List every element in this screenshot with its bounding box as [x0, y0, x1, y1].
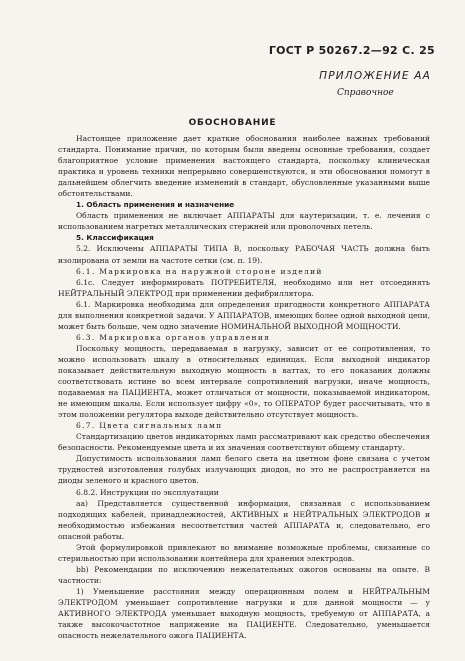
section-title: ОБОСНОВАНИЕ: [188, 118, 277, 128]
standard-header: ГОСТ Р 50267.2—92 С. 25: [268, 44, 435, 57]
paragraph: Поскольку мощность, передаваемая в нагрузку, зависит от ее сопротивления, то можно использовать шкалу в относительных единицах. Если выходной индикатор показывает действительную выходную мощность в ваттах, то его показания должны соответствовать истине во всем интервале сопротивлений нагрузки, иначе мощность, подаваемая на ПАЦИЕНТА, может отличаться от мощности, показываемой индикатором, не имеющим шкалы. Если использует цифру «0», то ОПЕРАТОР будет рассчитывать, что в этом положении регулятора выходе действительно отсутствует мощность.: [58, 343, 430, 420]
paragraph: Настоящее приложение дает краткие обоснования наиболее важных требований стандарта. Понимание причин, по которым были введены основные требования, создает благоприятное условие применения настоящего стандарта, поскольку клиническая практика и уровень техники непрерывно совершенствуются, и эти обоснования помогут в дальнейшем облегчить введение изменений в стандарт, обусловленные указанными выше обстоятельствами.: [58, 134, 430, 199]
subsection-heading: 6.8.2. Инструкции по эксплуатации: [76, 487, 219, 497]
annex-reference: Справочное: [337, 88, 394, 98]
paragraph: 6.1с. Следует информировать ПОТРЕБИТЕЛЯ, необходимо или нет отсоединять НЕЙТРАЛЬНЫЙ ЭЛЕКТРОД при применении дефибриллятора.: [58, 277, 430, 298]
paragraph: аа) Представляется существенной информация, связанная с использованием подходящих кабелей, принадлежностей, АКТИВНЫХ и НЕЙТРАЛЬНЫХ ЭЛЕКТРОДОВ и необходимостью избежания несоответствия частей АППАРАТА и, следовательно, его опасной работы.: [58, 498, 430, 541]
subsection-heading: 6.1. Маркировка на наружной стороне изделий: [76, 266, 323, 276]
annex-label: ПРИЛОЖЕНИЕ АА: [319, 70, 431, 82]
paragraph: 6.1. Маркировка необходима для определения пригодности конкретного АППАРАТА для выполнения конкретной задачи. У АППАРАТОВ, имеющих более одной выходной цепи, может быть больше, чем одно значение НОМИНАЛЬНОЙ ВЫХОДНОЙ МОЩНОСТИ.: [58, 299, 430, 331]
paragraph: 1) Уменьшение расстояния между операционным полем и НЕЙТРАЛЬНЫМ ЭЛЕКТРОДОМ уменьшает сопротивление нагрузки и для данной мощности — у АКТИВНОГО ЭЛЕКТРОДА уменьшает выходную мощность, требуемую от АППАРАТА, а также высокочастотное напряжение на ПАЦИЕНТЕ. Следовательно, уменьшается опасность нежелательного ожога ПАЦИЕНТА.: [58, 586, 430, 641]
paragraph: bb) Рекомендации по исключению нежелательных ожогов основаны на опыте. В частности:: [58, 564, 430, 585]
paragraph: Область применения не включает АППАРАТЫ для каутеризации, т. е. лечения с использованием нагретых металлических стержней или проволочных петель.: [58, 211, 430, 232]
subsection-heading: 6.3. Маркировка органов управления: [76, 332, 271, 342]
paragraph: 5.2. Исключены АППАРАТЫ ТИПА В, поскольку РАБОЧАЯ ЧАСТЬ должна быть изолирована от земли на частоте сетки (см. п. 19).: [58, 244, 430, 265]
section-heading: 1. Область применения и назначение: [76, 200, 235, 210]
subsection-heading: 6.7. Цвета сигнальных ламп: [76, 421, 223, 431]
paragraph: Этой формулировкой привлекают во внимание возможные проблемы, связанные со стерильностью при использовании контейнера для хранения электродов.: [58, 542, 430, 563]
paragraph: Стандартизацию цветов индикаторных ламп рассматривают как средство обеспечения безопасности. Рекомендуемые цвета и их значения соответствуют общему стандарту.: [58, 432, 430, 453]
section-heading: 5. Классификация: [76, 233, 154, 243]
paragraph: Допустимость использования ламп белого света на цветном фоне связана с учетом трудностей изготовления голубых излучающих диодов, но это не распространяется на диоды зеленого и красного цветов.: [58, 454, 430, 486]
document-body: [58, 133, 430, 641]
